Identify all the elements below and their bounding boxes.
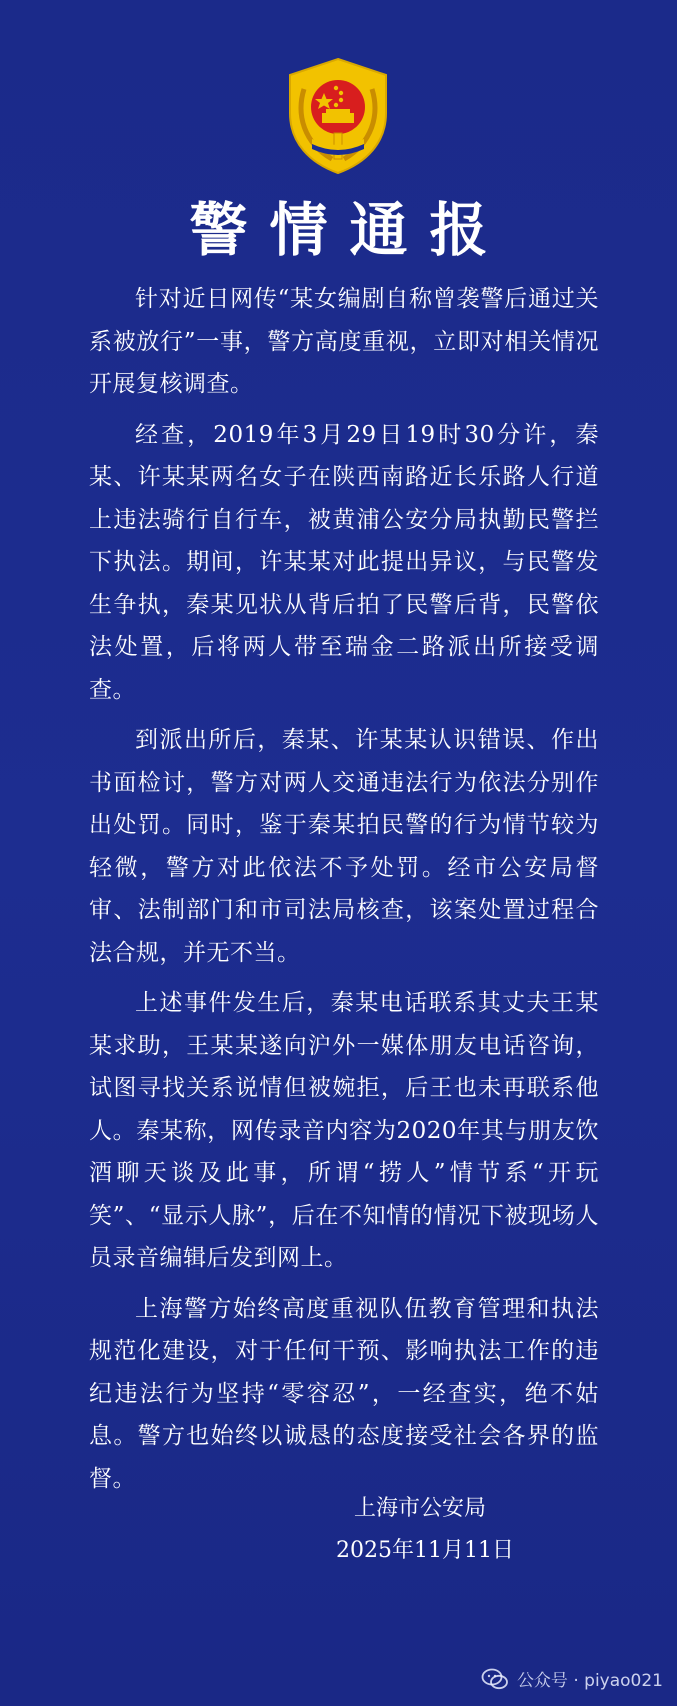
paragraph: 经查，2019年3月29日19时30分许，秦某、许某某两名女子在陕西南路近长乐路人行道上违法骑行自行车，被黄浦公安分局执勤民警拦下执法。期间，许某某对此提出异议，与民警发生争执，秦某见状从背后拍了民警后背，民警依法处置，后将两人带至瑞金二路派出所接受调查。 [89, 421, 599, 703]
paragraph: 到派出所后，秦某、许某某认识错误、作出书面检讨，警方对两人交通违法行为依法分别作出处罚。同时，鉴于秦某拍民警的行为情节较为轻微，警方对此依法不予处罚。经市公安局督审、法制部门和市司法局核查，该案处置过程合法合规，并无不当。 [89, 727, 599, 966]
signature-date: 2025年11月11日 [336, 1538, 514, 1563]
watermark-text: 公众号 · piyao021 [516, 1671, 663, 1691]
paragraph: 针对近日网传“某女编剧自称曾袭警后通过关系被放行”一事，警方高度重视，立即对相关情况开展复核调查。 [89, 286, 599, 397]
signature-organization: 上海市公安局 [353, 1496, 486, 1521]
page-title: 警情通报 [189, 196, 510, 264]
paragraph: 上述事件发生后，秦某电话联系其丈夫王某某求助，王某某遂向沪外一媒体朋友电话咨询，试图寻找关系说情但被婉拒，后王也未再联系他人。秦某称，网传录音内容为2020年其与朋友饮酒聊天谈及此事，所谓“捞人”情节系“开玩笑”、“显示人脉”，后在不知情的情况下被现场人员录音编辑后发到网上。 [89, 990, 599, 1271]
watermark [481, 1666, 663, 1691]
paragraph: 上海警方始终高度重视队伍教育管理和执法规范化建设，对于任何干预、影响执法工作的违纪违法行为坚持“零容忍”，一经查实，绝不姑息。警方也始终以诚恳的态度接受社会各界的监督。 [89, 1295, 599, 1492]
police-emblem-icon [282, 55, 394, 177]
notice-body [89, 278, 599, 1508]
wechat-icon [481, 1668, 509, 1690]
signature-block [320, 1488, 520, 1572]
